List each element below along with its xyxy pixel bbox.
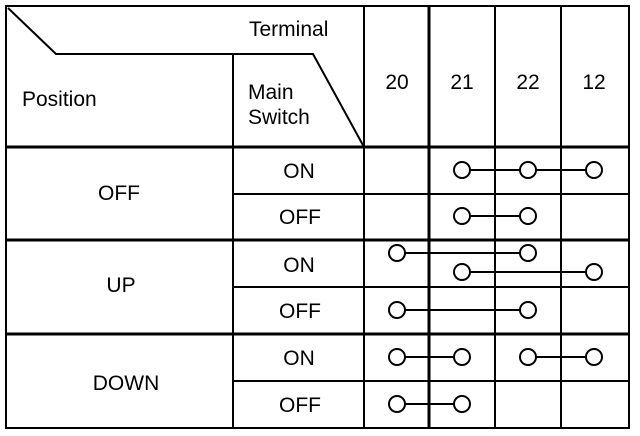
- main-switch-value: ON: [283, 254, 315, 277]
- terminal-contact-dot: [389, 396, 405, 412]
- terminal-contact-dot: [454, 396, 470, 412]
- terminal-contact-dot: [520, 162, 536, 178]
- terminal-21-label: 21: [450, 71, 474, 94]
- terminal-contact-dot: [520, 208, 536, 224]
- main-switch-value: OFF: [279, 300, 321, 323]
- terminal-contact-dot: [389, 245, 405, 261]
- terminal-contact-dot: [389, 349, 405, 365]
- main-switch-label-line2: Switch: [248, 106, 310, 129]
- terminal-label: Terminal: [249, 18, 329, 41]
- main-switch-value: OFF: [279, 394, 321, 417]
- terminal-12-label: 12: [582, 71, 606, 94]
- terminal-20-label: 20: [385, 71, 409, 94]
- terminal-contact-dot: [520, 302, 536, 318]
- terminal-contact-dot: [454, 349, 470, 365]
- main-switch-label-line1: Main: [248, 81, 294, 104]
- position-label: Position: [22, 88, 97, 111]
- terminal-contact-dot: [454, 208, 470, 224]
- terminal-contact-dot: [586, 349, 602, 365]
- position-up-label: UP: [106, 274, 136, 297]
- terminal-contact-dot: [520, 349, 536, 365]
- terminal-contact-dot: [389, 302, 405, 318]
- position-down-label: DOWN: [92, 372, 160, 395]
- main-switch-value: OFF: [279, 206, 321, 229]
- position-off-label: OFF: [98, 182, 140, 205]
- terminal-22-label: 22: [516, 71, 540, 94]
- terminal-contact-dot: [586, 264, 602, 280]
- main-switch-value: ON: [283, 160, 315, 183]
- terminal-contact-dot: [454, 264, 470, 280]
- terminal-contact-dot: [520, 245, 536, 261]
- terminal-contact-dot: [586, 162, 602, 178]
- terminal-contact-dot: [454, 162, 470, 178]
- main-switch-value: ON: [283, 347, 315, 370]
